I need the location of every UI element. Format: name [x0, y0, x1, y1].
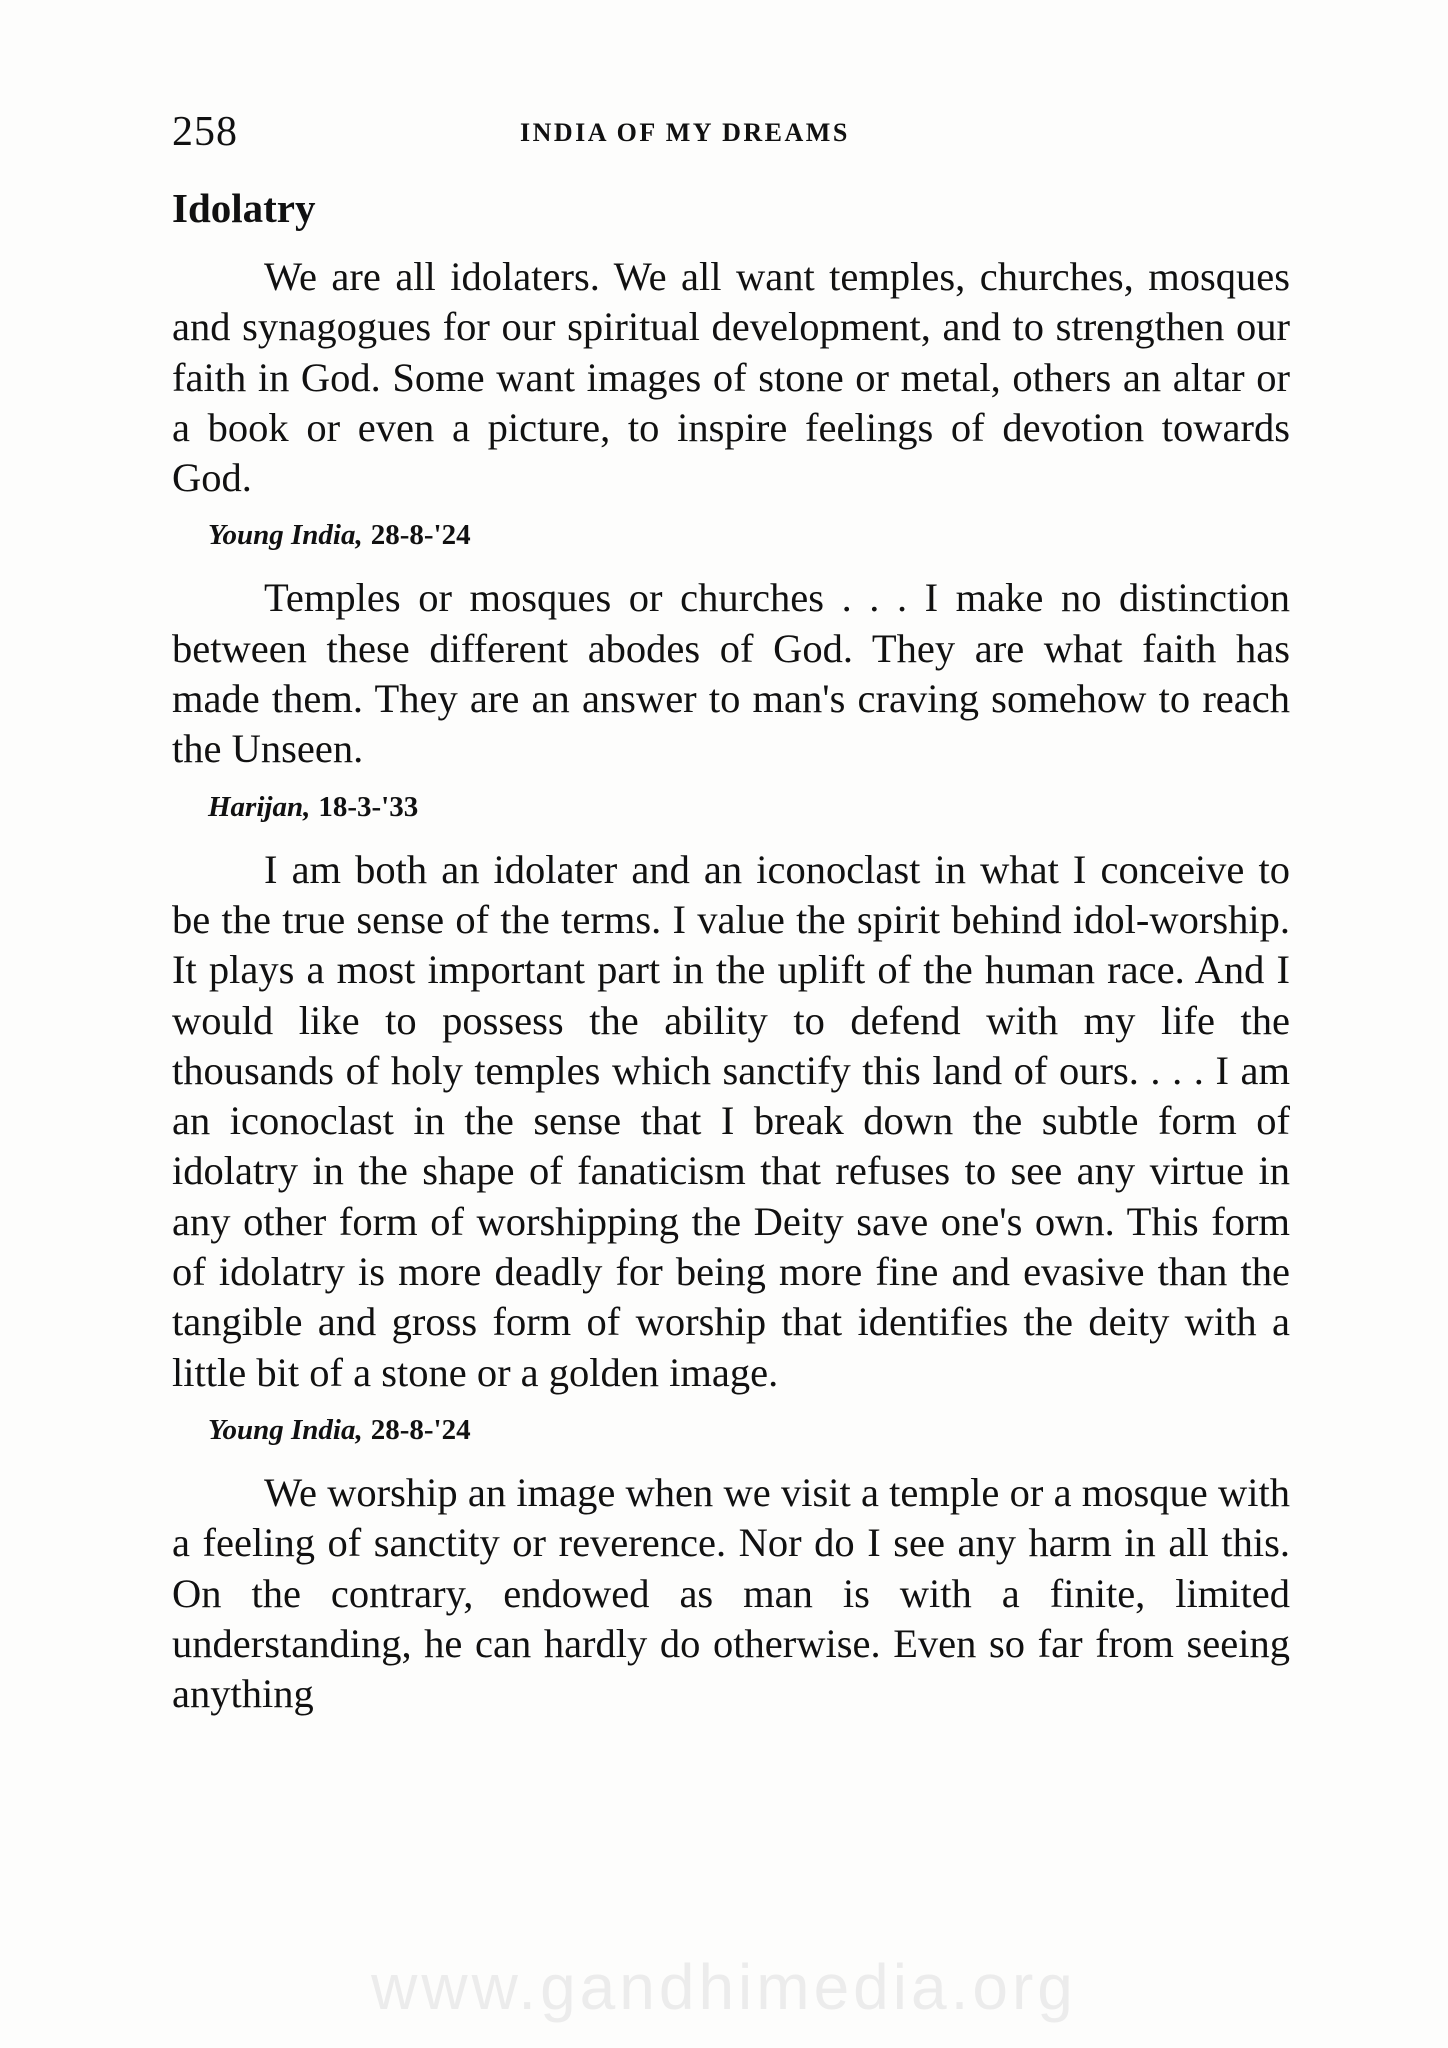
- page-body: [172, 252, 1290, 1719]
- citation-date: 28-8-'24: [370, 519, 471, 552]
- passage-citation: [208, 789, 1290, 825]
- citation-source: Young India,: [208, 519, 363, 552]
- page-number: 258: [172, 109, 238, 155]
- running-title: INDIA OF MY DREAMS: [520, 118, 850, 147]
- section-title: Idolatry: [172, 185, 316, 231]
- passage-citation: [208, 1412, 1290, 1448]
- citation-source: Young India,: [208, 1413, 363, 1446]
- citation-date: 18-3-'33: [318, 790, 419, 823]
- citation-source: Harijan,: [208, 790, 311, 823]
- page-header: [172, 108, 1292, 156]
- passage-paragraph: Temples or mosques or churches . . . I make no distinction between these different abodes of God. They are what faith has made them. They are an answer to man's craving somehow to reach the Unseen.: [172, 575, 1290, 772]
- passage-paragraph: We worship an image when we visit a temple or a mosque with a feeling of sanctity or reverence. Nor do I see any harm in all this. On the contrary, endowed as man is with a finite, limited understanding, he can hardly do otherwise. Even so far from seeing anything: [172, 1469, 1290, 1717]
- citation-date: 28-8-'24: [370, 1413, 471, 1446]
- passage-paragraph: I am both an idolater and an iconoclast in what I conceive to be the true sense of the terms. I value the spirit behind idol-worship. It plays a most important part in the uplift of the human race. And I would like to possess the ability to defend with my life the thousands of holy temples which sanctify this land of ours. . . . I am an iconoclast in the sense that I break down the subtle form of idolatry in the shape of fanaticism that refuses to see any virtue in any other form of worshipping the Deity save one's own. This form of idolatry is more deadly for being more fine and evasive than the tangible and gross form of worship that identifies the deity with a little bit of a stone or a golden image.: [172, 846, 1290, 1395]
- passage-citation: [208, 517, 1290, 553]
- passage-paragraph: We are all idolaters. We all want temples, churches, mosques and synagogues for our spiritual development, and to strengthen our faith in God. Some want images of stone or metal, others an altar or a book or even a picture, to inspire feelings of devotion towards God.: [172, 254, 1290, 501]
- watermark: www.gandhimedia.org: [371, 1951, 1077, 2023]
